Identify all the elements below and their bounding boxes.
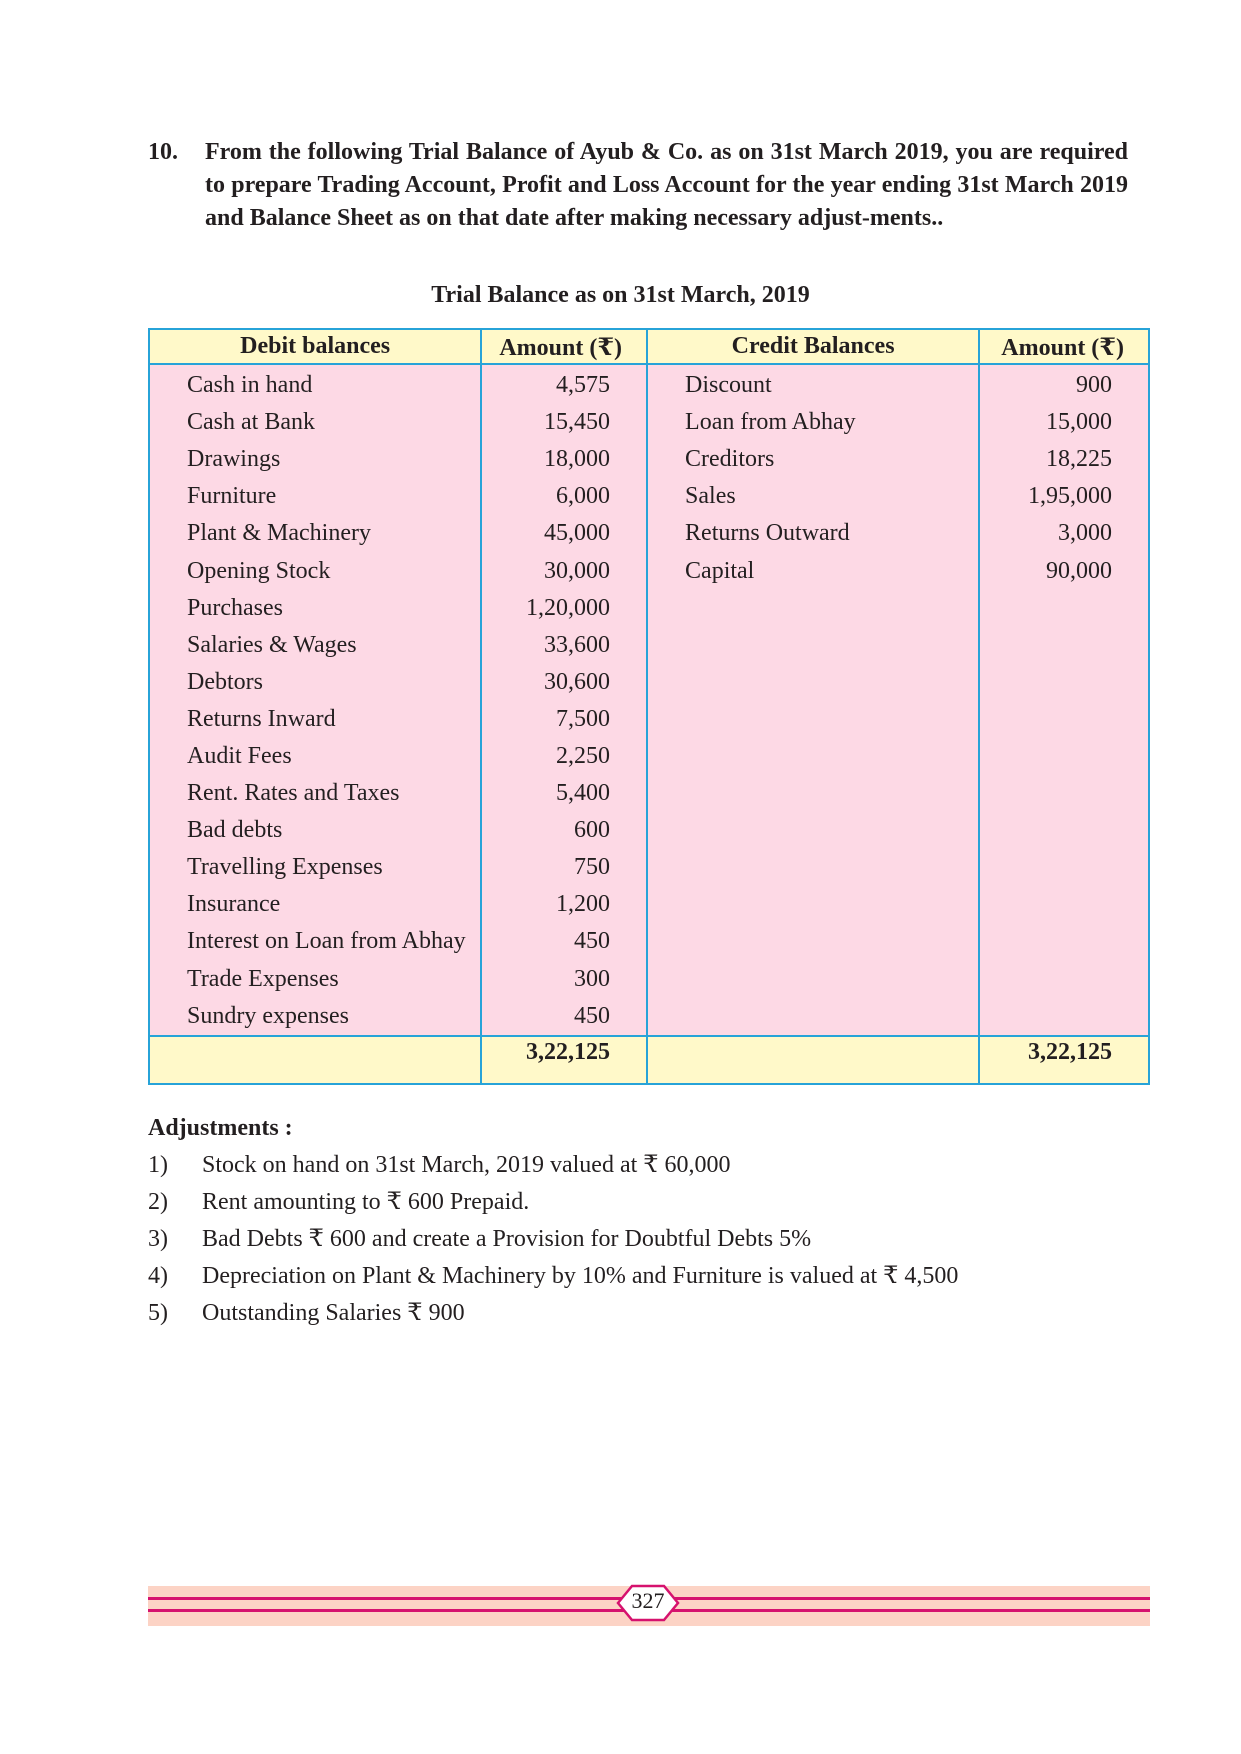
debit-account: Sundry expenses — [149, 998, 481, 1036]
credit-account — [647, 738, 979, 775]
credit-account — [647, 886, 979, 923]
credit-account — [647, 923, 979, 960]
adjustments-list — [148, 1147, 958, 1332]
credit-account — [647, 849, 979, 886]
adjustment-item — [148, 1258, 958, 1295]
adjustment-text: Bad Debts ₹ 600 and create a Provision for Doubtful Debts 5% — [202, 1226, 812, 1252]
debit-amount: 33,600 — [481, 627, 647, 664]
debit-account: Salaries & Wages — [149, 627, 481, 664]
debit-account: Cash at Bank — [149, 404, 481, 441]
credit-account — [647, 775, 979, 812]
debit-header: Debit balances — [149, 329, 481, 364]
table-row — [149, 364, 1149, 404]
credit-account: Creditors — [647, 441, 979, 478]
adjustment-item — [148, 1147, 958, 1184]
credit-account: Sales — [647, 478, 979, 515]
question-number: 10. — [148, 139, 178, 165]
table-row — [149, 923, 1149, 960]
credit-amount — [979, 812, 1149, 849]
debit-amount: 30,600 — [481, 664, 647, 701]
debit-account: Trade Expenses — [149, 961, 481, 998]
adjustment-text: Rent amounting to ₹ 600 Prepaid. — [202, 1189, 530, 1215]
credit-amount: 15,000 — [979, 404, 1149, 441]
credit-amount — [979, 886, 1149, 923]
credit-account — [647, 998, 979, 1036]
credit-amount — [979, 961, 1149, 998]
table-row — [149, 701, 1149, 738]
question-text: From the following Trial Balance of Ayub & Co. as on 31st March 2019, you are required to prepare Trading Account, Profit and Loss Account for the year ending 31st March 2019 and Balance Sheet as on that date after making necessary adjust-ments.. — [205, 139, 1128, 231]
table-row — [149, 886, 1149, 923]
totals-row — [149, 1036, 1149, 1084]
table-row — [149, 590, 1149, 627]
credit-amount: 18,225 — [979, 441, 1149, 478]
table-row — [149, 812, 1149, 849]
trial-balance-table — [148, 328, 1150, 1085]
credit-amount: 1,95,000 — [979, 478, 1149, 515]
debit-account: Insurance — [149, 886, 481, 923]
credit-account: Discount — [647, 364, 979, 404]
debit-amount: 5,400 — [481, 775, 647, 812]
credit-amount — [979, 701, 1149, 738]
debit-account: Audit Fees — [149, 738, 481, 775]
totals-credit-label — [647, 1036, 979, 1084]
credit-total: 3,22,125 — [979, 1036, 1149, 1084]
table-row — [149, 664, 1149, 701]
adjustments — [148, 1110, 958, 1332]
debit-account: Travelling Expenses — [149, 849, 481, 886]
adjustment-number: 2) — [148, 1189, 168, 1215]
debit-account: Opening Stock — [149, 552, 481, 589]
adjustments-title: Adjustments : — [148, 1115, 293, 1141]
credit-amount: 90,000 — [979, 552, 1149, 589]
page-number: 327 — [631, 1588, 665, 1613]
credit-amount — [979, 664, 1149, 701]
table-row — [149, 738, 1149, 775]
debit-account: Furniture — [149, 478, 481, 515]
debit-account: Cash in hand — [149, 364, 481, 404]
credit-account — [647, 812, 979, 849]
credit-header: Credit Balances — [647, 329, 979, 364]
adjustment-item — [148, 1221, 958, 1258]
debit-amount: 6,000 — [481, 478, 647, 515]
trial-balance-title: Trial Balance as on 31st March, 2019 — [431, 282, 810, 308]
debit-amount: 1,20,000 — [481, 590, 647, 627]
table-row — [149, 441, 1149, 478]
debit-account: Returns Inward — [149, 701, 481, 738]
table-header-row — [149, 329, 1149, 364]
debit-total: 3,22,125 — [481, 1036, 647, 1084]
debit-amount: 1,200 — [481, 886, 647, 923]
adjustment-item — [148, 1184, 958, 1221]
table-row — [149, 404, 1149, 441]
debit-account: Rent. Rates and Taxes — [149, 775, 481, 812]
table-row — [149, 775, 1149, 812]
credit-account — [647, 961, 979, 998]
adjustment-text: Stock on hand on 31st March, 2019 valued at ₹ 60,000 — [202, 1152, 731, 1178]
debit-amount: 2,250 — [481, 738, 647, 775]
adjustment-number: 4) — [148, 1263, 168, 1289]
adjustment-text: Depreciation on Plant & Machinery by 10% and Furniture is valued at ₹ 4,500 — [202, 1263, 959, 1289]
table-row — [149, 552, 1149, 589]
credit-account: Capital — [647, 552, 979, 589]
debit-amount: 4,575 — [481, 364, 647, 404]
table-row — [149, 998, 1149, 1036]
debit-account: Debtors — [149, 664, 481, 701]
credit-amount — [979, 627, 1149, 664]
debit-amount: 30,000 — [481, 552, 647, 589]
adjustment-text: Outstanding Salaries ₹ 900 — [202, 1300, 465, 1326]
table-row — [149, 478, 1149, 515]
credit-amount — [979, 998, 1149, 1036]
credit-account: Returns Outward — [647, 515, 979, 552]
debit-account: Purchases — [149, 590, 481, 627]
table-row — [149, 961, 1149, 998]
adjustment-item — [148, 1295, 958, 1332]
credit-amount — [979, 849, 1149, 886]
credit-amount — [979, 590, 1149, 627]
debit-amount: 600 — [481, 812, 647, 849]
credit-amount — [979, 923, 1149, 960]
trial-balance-body — [149, 364, 1149, 1036]
debit-amount: 750 — [481, 849, 647, 886]
credit-account — [647, 590, 979, 627]
adjustment-number: 1) — [148, 1152, 168, 1178]
debit-amount-header: Amount (₹) — [481, 329, 647, 364]
debit-account: Interest on Loan from Abhay — [149, 923, 481, 960]
credit-amount: 900 — [979, 364, 1149, 404]
debit-amount: 450 — [481, 923, 647, 960]
adjustment-number: 5) — [148, 1300, 168, 1326]
credit-amount — [979, 775, 1149, 812]
debit-amount: 18,000 — [481, 441, 647, 478]
credit-amount-header: Amount (₹) — [979, 329, 1149, 364]
credit-account — [647, 627, 979, 664]
credit-amount — [979, 738, 1149, 775]
debit-account: Bad debts — [149, 812, 481, 849]
credit-account: Loan from Abhay — [647, 404, 979, 441]
credit-account — [647, 664, 979, 701]
table-row — [149, 627, 1149, 664]
debit-amount: 300 — [481, 961, 647, 998]
table-row — [149, 849, 1149, 886]
debit-account: Drawings — [149, 441, 481, 478]
debit-account: Plant & Machinery — [149, 515, 481, 552]
table-row — [149, 515, 1149, 552]
credit-amount: 3,000 — [979, 515, 1149, 552]
debit-amount: 45,000 — [481, 515, 647, 552]
debit-amount: 7,500 — [481, 701, 647, 738]
question — [148, 136, 1128, 235]
adjustment-number: 3) — [148, 1226, 168, 1252]
debit-amount: 450 — [481, 998, 647, 1036]
totals-debit-label — [149, 1036, 481, 1084]
credit-account — [647, 701, 979, 738]
debit-amount: 15,450 — [481, 404, 647, 441]
